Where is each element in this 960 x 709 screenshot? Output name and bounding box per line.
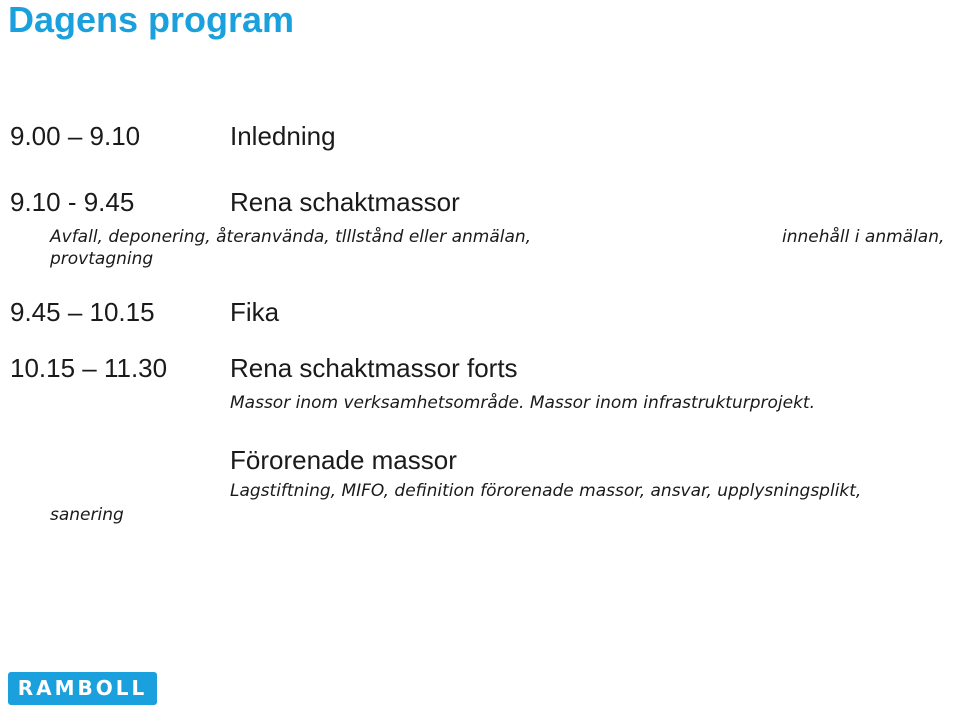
schedule-desc-5-line2: sanering	[50, 505, 124, 525]
schedule-topic-3: Fika	[230, 297, 280, 327]
schedule-desc-5-line1: Lagstiftning, MIFO, definition förorenade massor, ansvar, upplysningsplikt,	[230, 481, 862, 501]
ramboll-logo: RAMBOLL	[8, 672, 157, 705]
schedule-time-4: 10.15 – 11.30	[10, 353, 168, 383]
schedule-desc-2-line1-right: innehåll i anmälan,	[782, 227, 945, 247]
schedule-desc-2-line1: Avfall, deponering, återanvända, tlllstånd eller anmälan,	[50, 227, 532, 247]
schedule-time-1: 9.00 – 9.10	[10, 121, 141, 151]
schedule-desc-2-line2: provtagning	[50, 249, 154, 269]
schedule-time-3: 9.45 – 10.15	[10, 297, 155, 327]
schedule-topic-2: Rena schaktmassor	[230, 187, 460, 217]
schedule-topic-1: Inledning	[230, 121, 336, 151]
page-title: Dagens program	[8, 0, 295, 40]
schedule-desc-4: Massor inom verksamhetsområde. Massor inom infrastrukturprojekt.	[230, 393, 816, 413]
schedule-time-2: 9.10 - 9.45	[10, 187, 135, 217]
schedule-topic-4: Rena schaktmassor forts	[230, 353, 518, 383]
schedule-topic-5: Förorenade massor	[230, 445, 457, 475]
